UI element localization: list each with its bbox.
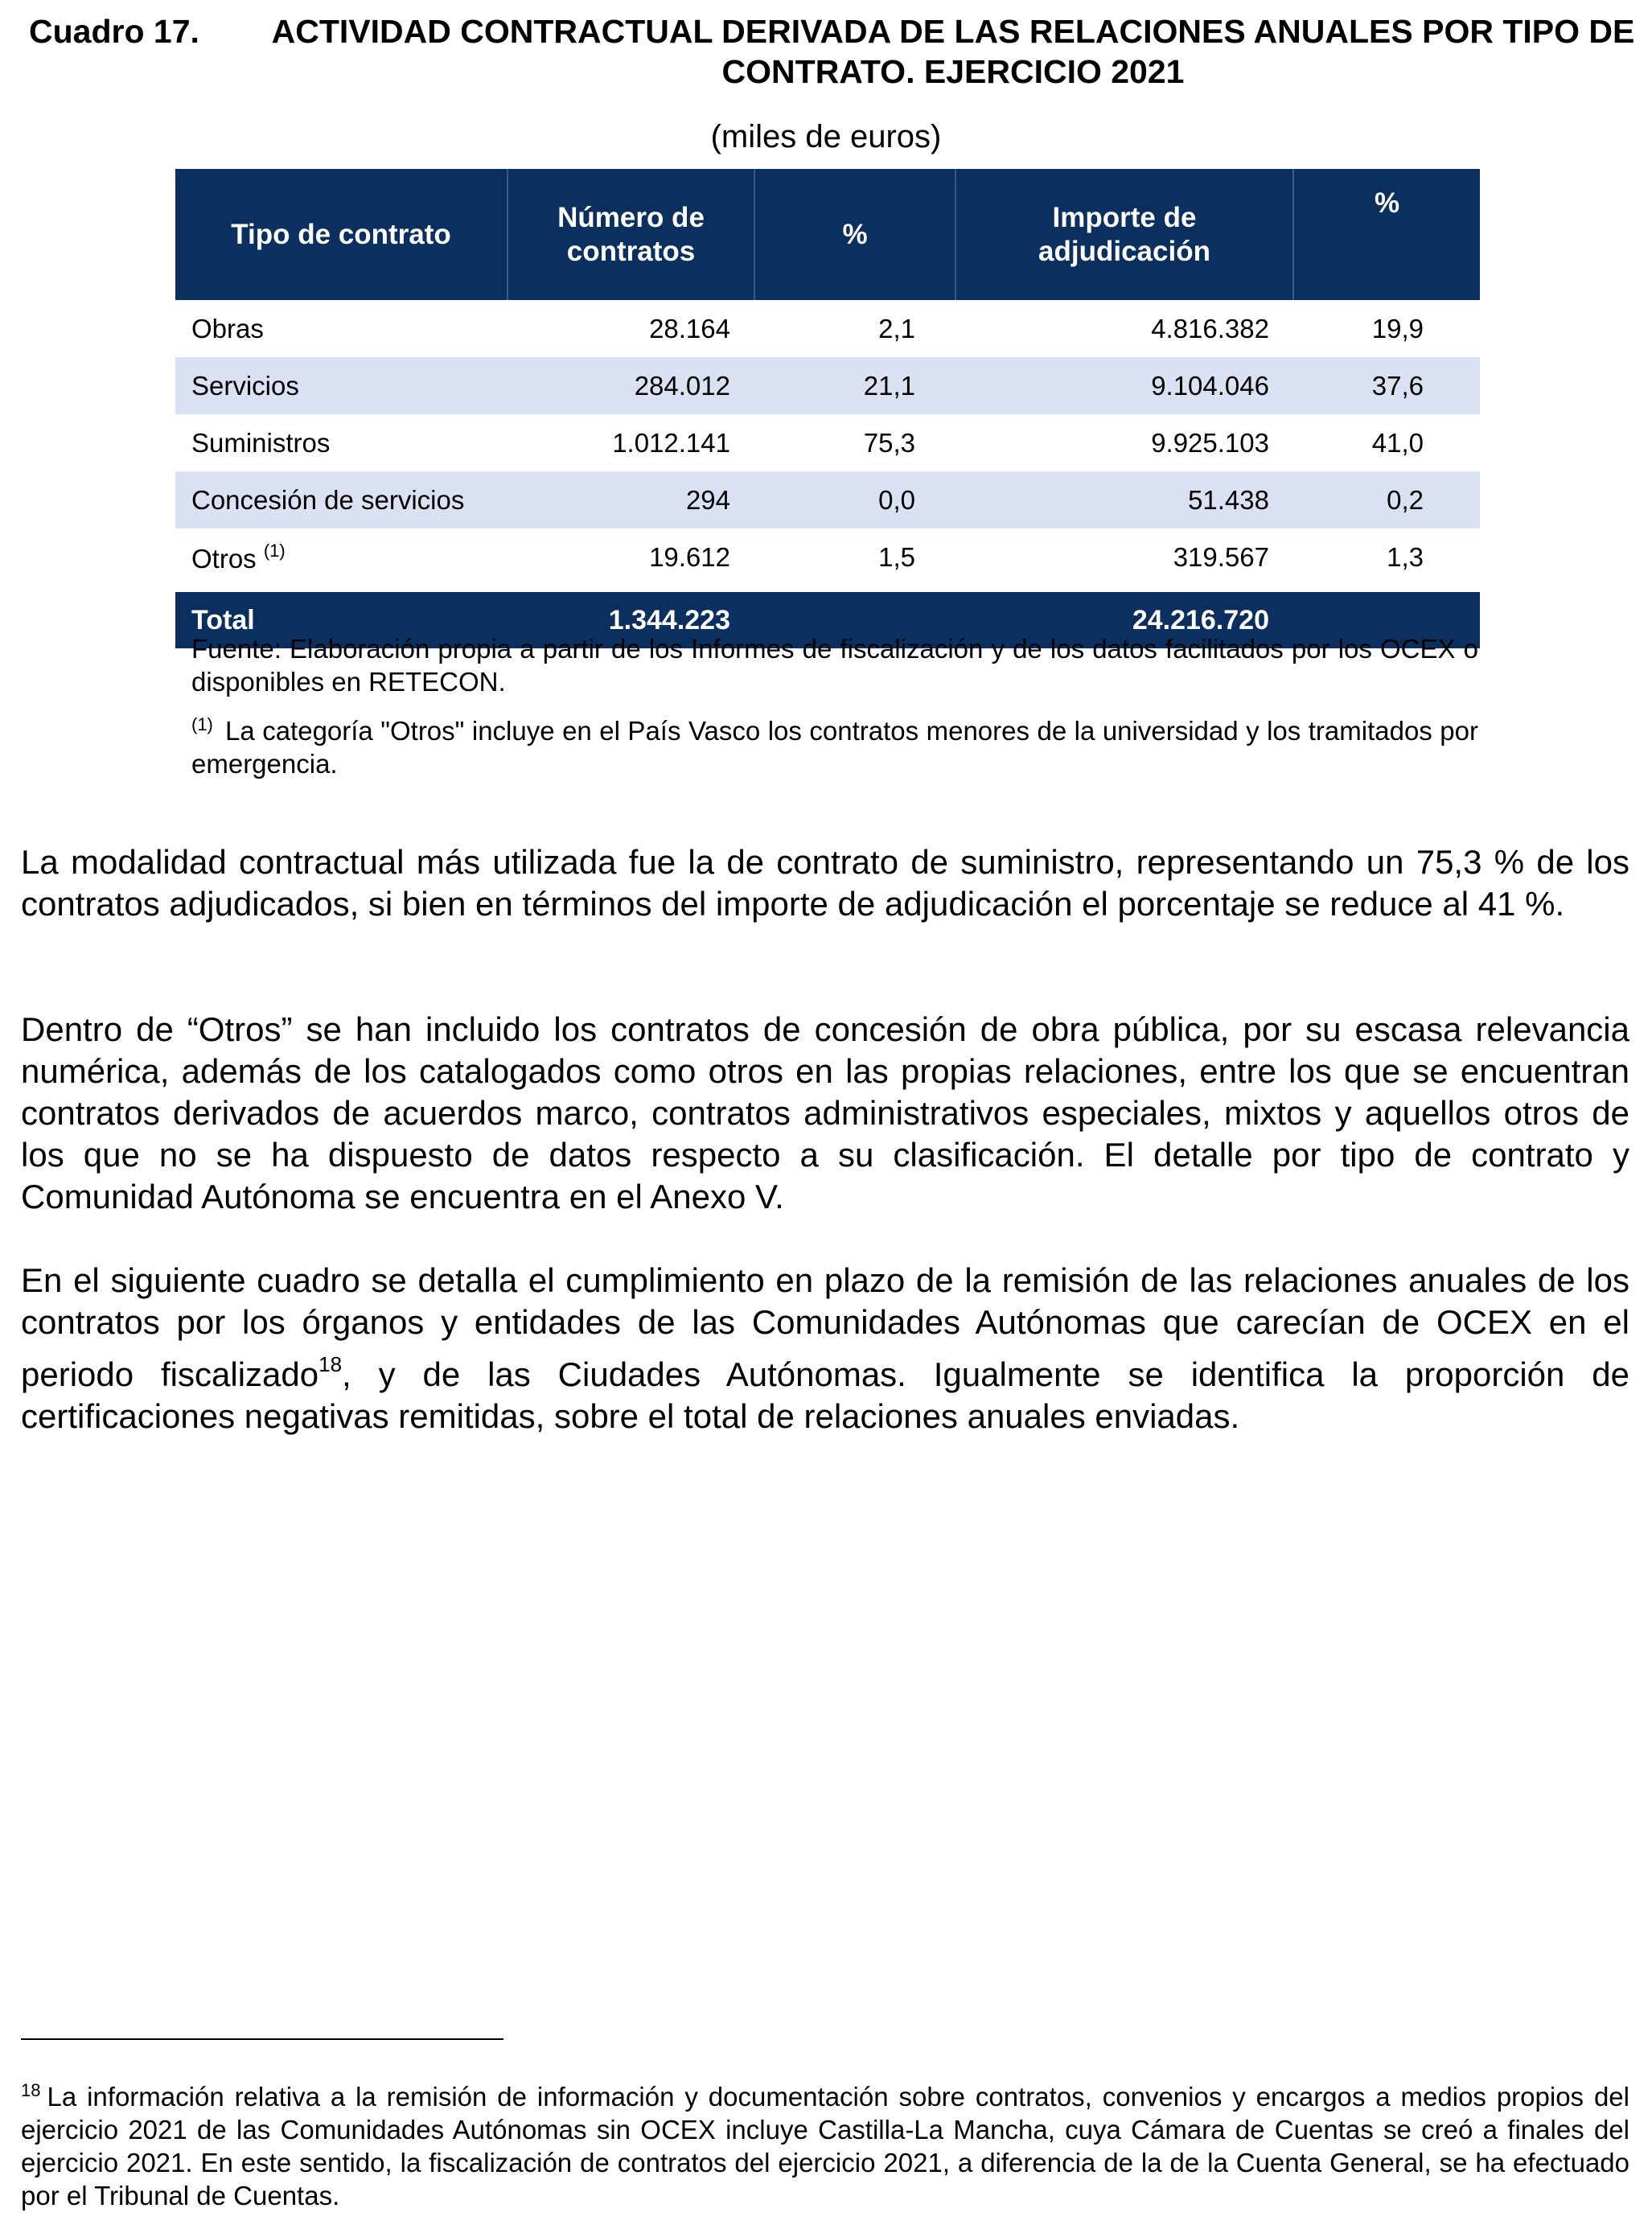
- table-note: [191, 708, 1478, 780]
- total-importe: 24.216.720: [955, 592, 1293, 648]
- cell-importe: 4.816.382: [1151, 313, 1269, 343]
- cell-numero: 28.164: [649, 313, 730, 343]
- header-numero: Número de contratos: [508, 169, 754, 300]
- paragraph-3-part-1: En el siguiente cuadro se detalla el cumplimiento en plazo de la remisión de las relaciones anuales de los contratos por los órganos y entidades de las Comunidades Autónomas que carecían de OCEX en el periodo fiscalizado: [21, 1261, 1629, 1393]
- footnote-text: La información relativa a la remisión de información y documentación sobre contratos, convenios y encargos a medios propios del ejercicio 2021 de las Comunidades Autónomas sin OCEX incluye Castilla-La Mancha, cuya Cámara de Cuentas se creó a finales del ejercicio 2021. En este sentido, la fiscalización de contratos del ejercicio 2021, a diferencia de la de la Cuenta General, se ha efectuado por el Tribunal de Cuentas.: [21, 2082, 1629, 2210]
- cell-pct-importe: 19,9: [1371, 313, 1424, 343]
- paragraph-3-part-2: , y de las Ciudades Autónomas. Igualmente se identifica la proporción de certificaciones negativas remitidas, sobre el total de relaciones anuales enviadas.: [21, 1355, 1629, 1435]
- cell-tipo: Obras: [191, 313, 264, 343]
- total-label: Total: [175, 592, 508, 648]
- table-title-text: ACTIVIDAD CONTRACTUAL DERIVADA DE LAS RELACIONES ANUALES POR TIPO DE CONTRATO. EJERCICIO 2021: [271, 13, 1635, 90]
- cell-tipo: Suministros: [191, 427, 331, 458]
- cell-pct-importe: 1,3: [1387, 541, 1424, 572]
- cell-pct-importe: 37,6: [1293, 357, 1480, 414]
- table-header-row: [175, 169, 1480, 300]
- cell-numero: 294: [508, 471, 754, 528]
- cell-tipo-text: Otros: [191, 543, 257, 574]
- paragraph-2: Dentro de “Otros” se han incluido los contratos de concesión de obra pública, por su escasa relevancia numérica, además de los catalogados como otros en las propias relaciones, entre los que se encuentran contratos derivados de acuerdos marco, contratos administrativos especiales, mixtos y aquellos otros de los que no se ha dispuesto de datos respecto a su clasificación. El detalle por tipo de contrato y Comunidad Autónoma se encuentra en el Anexo V.: [21, 1010, 1629, 1215]
- cell-pct-importe: 41,0: [1371, 427, 1424, 458]
- table-row: [175, 300, 1480, 357]
- footnote-separator: [21, 2038, 503, 2040]
- cell-pct-numero: 2,1: [878, 313, 915, 343]
- cell-pct-numero: 0,0: [754, 471, 955, 528]
- header-pct-numero: %: [754, 169, 955, 300]
- footnote-18: [21, 2074, 1629, 2212]
- cell-tipo: Servicios: [175, 357, 508, 414]
- footnote-ref-1: (1): [263, 540, 286, 561]
- cell-numero: 1.012.141: [612, 427, 730, 458]
- table-units: (miles de euros): [710, 119, 942, 154]
- cell-tipo: [175, 528, 508, 586]
- table-row: [175, 414, 1480, 471]
- paragraph-1: La modalidad contractual más utilizada fue la de contrato de suministro, representando un 75,3 % de los contratos adjudicados, si bien en términos del importe de adjudicación el porcentaje se reduce al 41 %.: [21, 843, 1629, 923]
- table-source: Fuente: Elaboración propia a partir de los Informes de fiscalización y de los datos facilitados por los OCEX o disponibles en RETECON.: [191, 634, 1478, 697]
- cell-importe: 9.925.103: [1151, 427, 1269, 458]
- cell-numero: 19.612: [649, 541, 730, 572]
- footnote-marker: 18: [21, 2080, 41, 2100]
- cell-numero: 284.012: [508, 357, 754, 414]
- cell-importe: 9.104.046: [955, 357, 1293, 414]
- note-marker: (1): [191, 714, 213, 734]
- cell-importe: 319.567: [1173, 541, 1269, 572]
- contracts-table: [175, 169, 1480, 648]
- note-text: La categoría "Otros" incluye en el País Vasco los contratos menores de la universidad y los tramitados por emergencia.: [191, 716, 1478, 779]
- table-spacer: [175, 586, 1480, 592]
- cell-pct-numero: 75,3: [863, 427, 915, 458]
- table-row: [175, 528, 1480, 586]
- footnote-ref-18: 18: [318, 1352, 343, 1376]
- header-importe: [955, 169, 1293, 300]
- table-row: [175, 471, 1480, 528]
- table-number: Cuadro 17.: [29, 13, 199, 50]
- table-row: [175, 357, 1480, 414]
- cell-importe: 51.438: [955, 471, 1293, 528]
- cell-pct-importe: 0,2: [1293, 471, 1480, 528]
- cell-pct-numero: 1,5: [878, 541, 915, 572]
- total-numero: 1.344.223: [508, 592, 754, 648]
- header-tipo: Tipo de contrato: [175, 169, 508, 300]
- cell-pct-numero: 21,1: [754, 357, 955, 414]
- paragraph-3: [21, 1260, 1629, 1437]
- header-pct-importe: %: [1293, 169, 1480, 300]
- header-importe-text: Importe de adjudicación: [1038, 201, 1210, 267]
- cell-tipo: Concesión de servicios: [175, 471, 508, 528]
